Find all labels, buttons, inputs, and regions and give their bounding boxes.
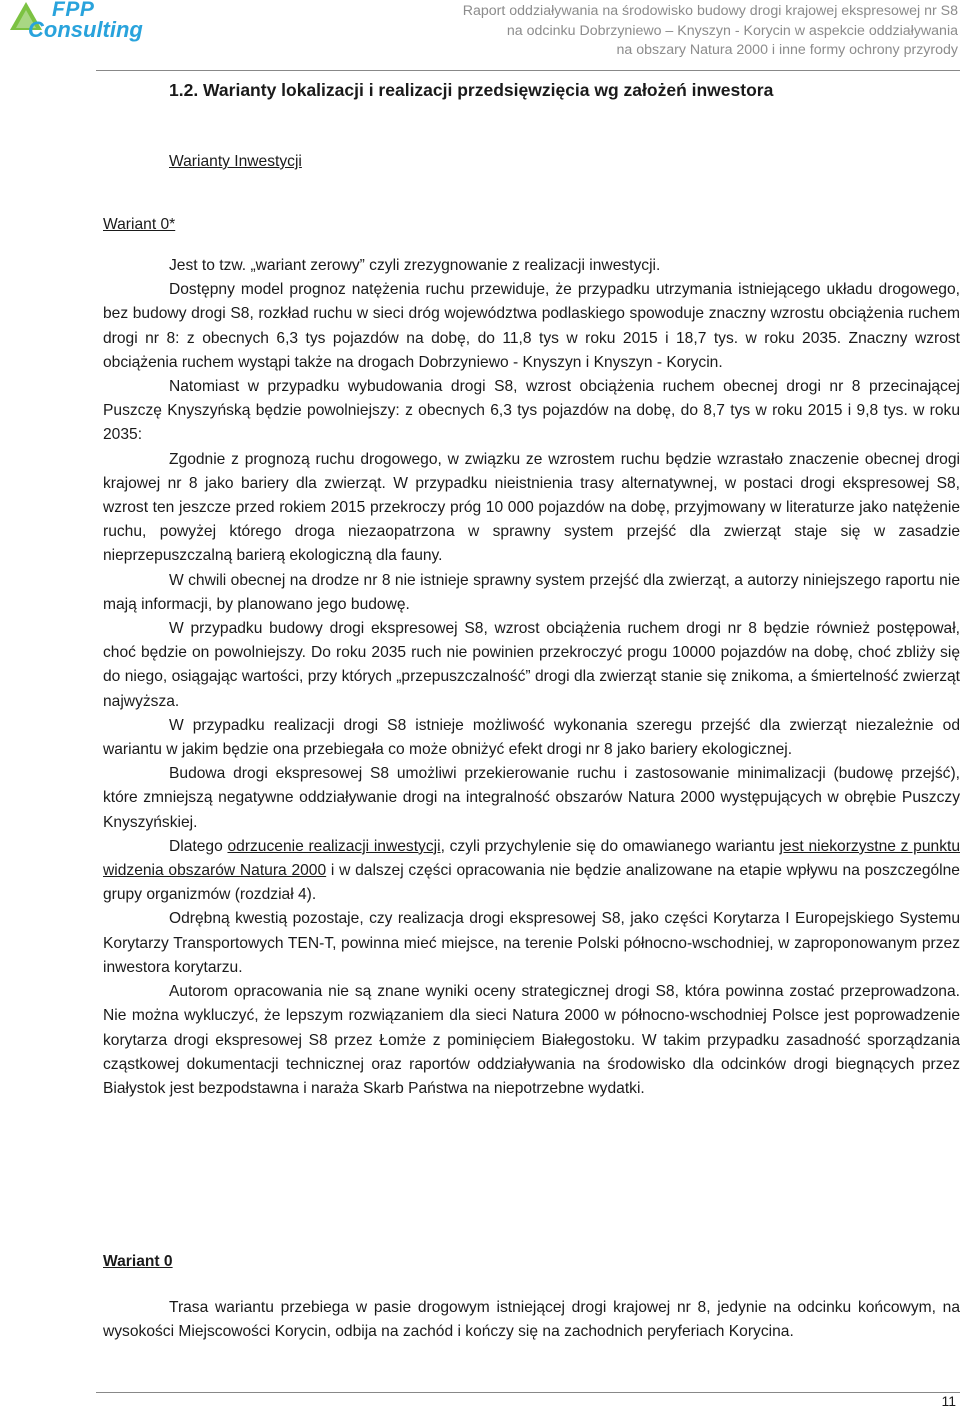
subheading-variants: Warianty Inwestycji: [169, 153, 302, 170]
variant-0-star-heading: Wariant 0*: [103, 216, 176, 233]
paragraph-2: Dostępny model prognoz natężenia ruchu przewiduje, że przypadku utrzymania istniejącego układu drogowego, bez budowy drogi S8, rozkład ruchu w sieci dróg województwa podlaskiego spowoduje znaczny wzrostu obciążenia ruchem drogi nr 8: z obecnych 6,3 tys pojazdów na dobę, do 11,8 tys w roku 2015 i 18,7 tys. w roku 2035. Znaczny wzrost obciążenia ruchem wystąpi także na drogach Dobrzyniewo - Knyszyn i Knyszyn - Korycin.: [103, 281, 960, 371]
header-line-2: na odcinku Dobrzyniewo – Knyszyn - Korycin w aspekcie oddziaływania: [506, 22, 958, 39]
header-divider: [96, 70, 960, 71]
paragraph-10: Odrębną kwestią pozostaje, czy realizacja drogi ekspresowej S8, jako części Korytarza I Europejskiego Systemu Korytarzy Transportowych TEN-T, powinna mieć miejsce, na terenie Polski północno-wschodniej, w zaproponowanym przez inwestora korytarzu.: [103, 910, 960, 976]
footer-divider: [96, 1392, 960, 1393]
section-title: 1.2. Warianty lokalizacji i realizacji przedsięwzięcia wg założeń inwestora: [169, 80, 774, 100]
variant-0-paragraph: Trasa wariantu przebiega w pasie drogowym istniejącej drogi krajowej nr 8, jedynie na odcinku końcowym, na wysokości Miejscowości Korycin, odbija na zachód i kończy się na zachodnich peryferiach Korycina.: [103, 1299, 960, 1341]
header-line-3: na obszary Natura 2000 i inne formy ochrony przyrody: [616, 42, 958, 58]
paragraph-11: Autorom opracowania nie są znane wyniki oceny strategicznej drogi S8, która powinna zostać przeprowadzona. Nie można wykluczyć, że lepszym rozwiązaniem dla sieci Natura 2000 w północno-wschodniej Polsce jest poprowadzenie korytarza drogi ekspresowej S8 przez Łomże z pominięciem Białegostoku. W takim przypadku zasadność sporządzania cząstkowej dokumentacji technicznej oraz raportów oddziaływania na środowisko dla odcinków drogi biegnących przez Białystok jest bezpodstawna i naraża Skarb Państwa na niepotrzebne wydatki.: [103, 983, 960, 1097]
paragraph-7: W przypadku realizacji drogi S8 istnieje możliwość wykonania szeregu przejść dla zwierząt niezależnie od wariantu w jakim będzie ona przebiegała co może obniżyć efekt drogi nr 8 jako bariery ekologicznej.: [103, 716, 960, 759]
paragraph-9-part-b: , czyli przychylenie się do omawianego wariantu: [440, 837, 780, 855]
paragraph-9-part-c: i w dalszej części opracowania nie będzie analizowane na etapie wpływu na poszczególne grupy organizmów (rozdział 4).: [103, 862, 960, 904]
page-header: [0, 0, 960, 72]
paragraph-4: Zgodnie z prognozą ruchu drogowego, w związku ze wzrostem ruchu będzie wzrastało znaczenie obecnej drogi krajowej nr 8 jako bariery dla zwierząt. W przypadku nieistnienia trasy alternatywnej, w postaci drogi ekspresowej S8, wzrost ten jeszcze przed rokiem 2015 przekroczy próg 10 000 pojazdów na dobę, przyjmowany w literaturze jako natężenie ruchu, powyżej którego droga niezaopatrzona w sprawny system przejść dla zwierząt staje się w zasadzie nieprzepuszczalną barierą ekologiczną dla fauny.: [103, 450, 960, 565]
document-header-title: [463, 2, 958, 61]
paragraph-3: Natomiast w przypadku wybudowania drogi S8, wzrost obciążenia ruchem obecnej drogi nr 8 przecinającej Puszczę Knyszyńską będzie powolniejszy: z obecnych 6,3 tys pojazdów na dobę, do 8,7 tys w roku 2015 i 9,8 tys. w roku 2035:: [103, 378, 960, 444]
paragraph-9-underlined-1: odrzucenie realizacji inwestycji: [227, 837, 441, 855]
paragraph-6: W przypadku budowy drogi ekspresowej S8, wzrost obciążenia ruchem drogi nr 8 będzie również postępował, choć będzie on powolniejszy. Do roku 2035 ruch nie powinien przekroczyć progu 10000 pojazdów na dobę, choć zbliży się do niego, osiągając wartości, przy których „przepuszczalność” drogi dla zwierząt stanie się znikoma, a śmiertelność zwierząt najwyższa.: [103, 620, 960, 710]
logo-line2: Consulting: [28, 17, 143, 42]
paragraph-8: Budowa drogi ekspresowej S8 umożliwi przekierowanie ruchu i zastosowanie minimalizacji (budowę przejść), które zmniejszą negatywne oddziaływanie drogi na integralność obszarów Natura 2000 występujących w obrębie Puszczy Knyszyńskiej.: [103, 765, 960, 831]
logo-line1: FPP: [52, 0, 95, 21]
header-line-1: Raport oddziaływania na środowisko budowy drogi krajowej ekspresowej nr S8: [462, 3, 958, 19]
paragraph-1: Jest to tzw. „wariant zerowy” czyli zrezygnowanie z realizacji inwestycji.: [169, 257, 661, 274]
paragraph-9: [103, 835, 960, 908]
logo-text: [28, 0, 143, 40]
variant-0-heading: Wariant 0: [103, 1253, 173, 1270]
paragraph-9-part-a: Dlatego: [169, 837, 228, 855]
paragraph-9-underlined-2: jest niekorzystne z punktu widzenia obszarów Natura 2000: [103, 837, 960, 880]
page-number: 11: [941, 1393, 956, 1409]
variant-0-star-body: [103, 254, 960, 1101]
paragraph-5: W chwili obecnej na drodze nr 8 nie istnieje sprawny system przejść dla zwierząt, a autorzy niniejszego raportu nie mają informacji, by planowano jego budowę.: [103, 571, 960, 613]
company-logo: [8, 0, 168, 44]
